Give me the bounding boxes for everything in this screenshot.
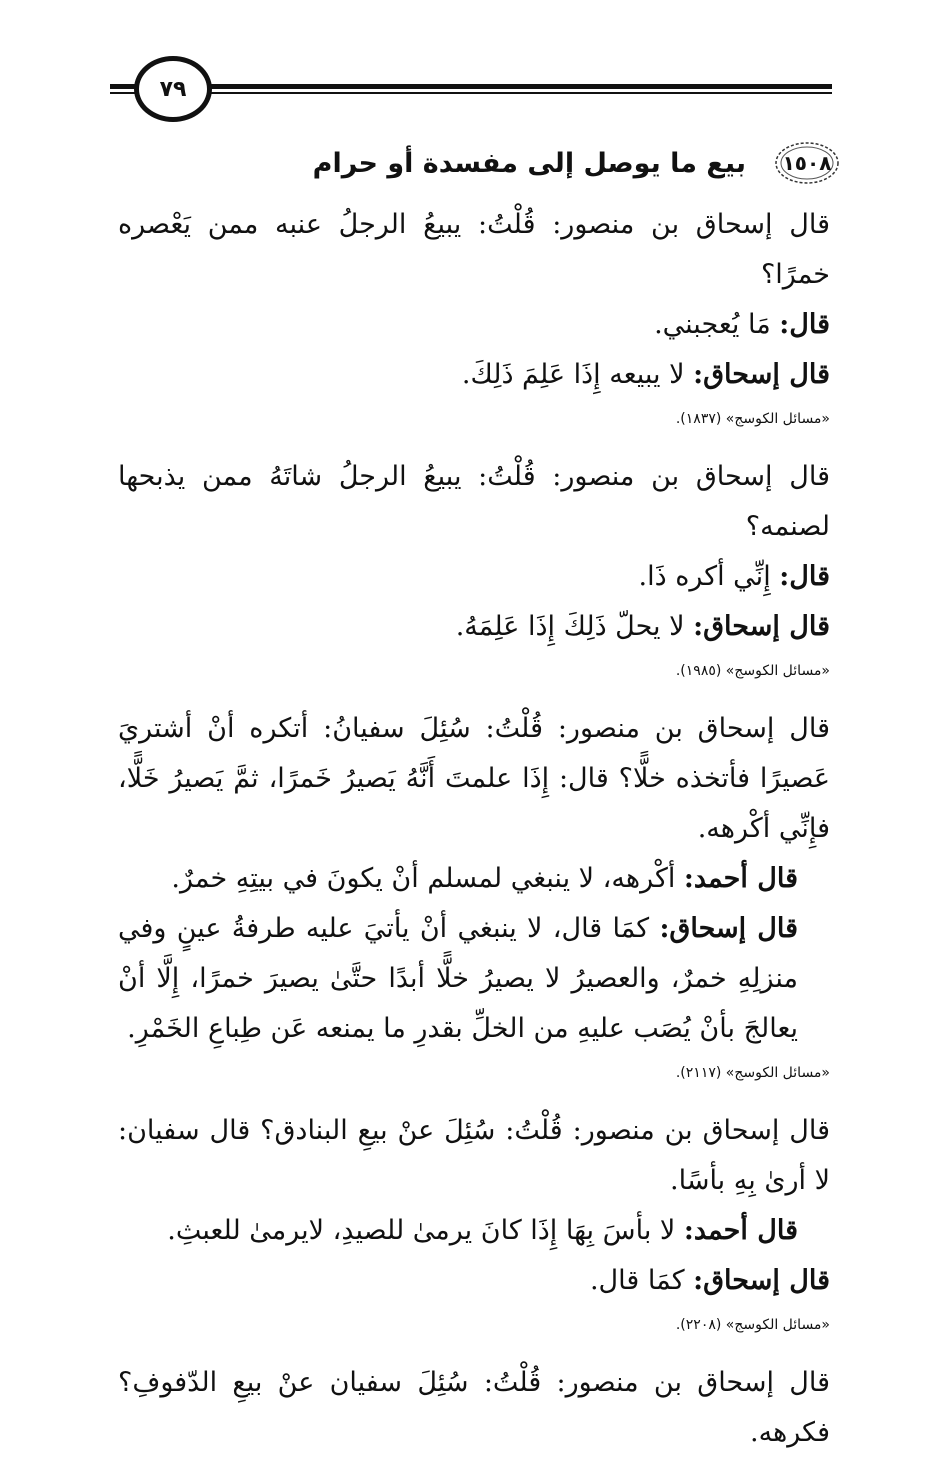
paragraph-text: لا يحلّ ذَلِكَ إِذَا عَلِمَهُ. — [455, 611, 694, 642]
speaker-label: قال: — [779, 561, 830, 592]
header-rule-thin-line — [110, 92, 832, 94]
paragraph-text: مَا يُعجبني. — [654, 309, 780, 340]
paragraph-text: إِنِّي أكره ذَا. — [638, 561, 780, 592]
paragraph-text: لا يبيعه إِذَا عَلِمَ ذَلِكَ. — [461, 359, 694, 390]
text-paragraph — [118, 602, 830, 652]
section-number-badge — [774, 140, 840, 186]
text-paragraph — [118, 200, 830, 300]
text-paragraph — [118, 904, 830, 1054]
paragraph-text: أكْرهه، لا ينبغي لمسلم أنْ يكونَ في بيتِهِ خمرٌ. — [171, 863, 684, 894]
page-number-badge — [134, 56, 212, 122]
paragraph-text: قال إسحاق بن منصور: قُلْتُ: سُئِلَ عنْ بيعِ البنادق؟ قال سفيان: لا أرىٰ بِهِ بأسًا. — [118, 1115, 830, 1196]
section-heading — [313, 140, 840, 186]
speaker-label: قال إسحاق: — [693, 1265, 830, 1296]
text-paragraph — [118, 300, 830, 350]
paragraph-text: قال إسحاق بن منصور: قُلْتُ: يبيعُ الرجلُ شاتَهُ ممن يذبحها لصنمه؟ — [118, 461, 830, 542]
speaker-label: قال: — [779, 309, 830, 340]
text-paragraph — [118, 452, 830, 552]
speaker-label: قال أحمد: — [683, 863, 798, 894]
speaker-label: قال أحمد: — [683, 1215, 798, 1246]
text-paragraph — [118, 552, 830, 602]
text-paragraph — [118, 704, 830, 854]
source-citation: «مسائل الكوسج» (٢٢٠٨). — [675, 1317, 830, 1333]
paragraph-text: كمَا قال. — [589, 1265, 694, 1296]
paragraph-text: قال إسحاق بن منصور: قُلْتُ: سُئِلَ سفيانُ: أتكره أنْ أشتريَ عَصيرًا فأتخذه خلًّا؟ قال: إِذَا علمتَ أَنَّهُ يَصيرُ خَمرًا، ثمَّ يَصيرُ خَلًّا، فإِنِّي أكْرهه. — [118, 713, 830, 844]
paragraph-text: قال إسحاق بن منصور: قُلْتُ: سُئِلَ سفيان عنْ بيعِ الدّفوفِ؟ فكرهه. — [118, 1367, 830, 1448]
source-citation: «مسائل الكوسج» (٢١١٧). — [675, 1065, 830, 1081]
speaker-label: قال إسحاق: — [693, 359, 830, 390]
speaker-label: قال إسحاق: — [659, 913, 798, 944]
page-number: ٧٩ — [159, 76, 187, 102]
section-number: ١٥٠٨ — [782, 151, 832, 175]
header-rule-thick-line — [110, 84, 832, 89]
paragraph-text: قال إسحاق بن منصور: قُلْتُ: يبيعُ الرجلُ عنبه ممن يَعْصره خمرًا؟ — [118, 209, 830, 290]
text-paragraph — [118, 1106, 830, 1206]
section-title: بيع ما يوصل إلى مفسدة أو حرام — [312, 147, 746, 179]
text-paragraph — [118, 854, 830, 904]
text-paragraph — [118, 1206, 830, 1256]
text-paragraph — [118, 1256, 830, 1306]
header-rule — [110, 80, 832, 96]
paragraph-text: لا بأسَ بِهَا إِذَا كانَ يرمىٰ للصيدِ، لايرمىٰ للعبثِ. — [167, 1215, 684, 1246]
text-paragraph — [118, 1358, 830, 1458]
source-citation: «مسائل الكوسج» (١٨٣٧). — [675, 411, 830, 427]
speaker-label: قال إسحاق: — [693, 611, 830, 642]
source-citation: «مسائل الكوسج» (١٩٨٥). — [675, 663, 830, 679]
paragraph-text: كمَا قال، لا ينبغي أنْ يأتيَ عليه طرفةُ عينٍ وفي منزلِهِ خمرٌ، والعصيرُ لا يصيرُ خلًّا أبدًا حتَّىٰ يصيرَ خمرًا، إِلَّا أنْ يعالجَ بأنْ يُصَب عليهِ من الخلِّ بقدرِ ما يمنعه عَن طِباعِ الخَمْرِ. — [118, 913, 798, 1044]
text-paragraph — [118, 350, 830, 400]
main-text — [118, 200, 830, 1458]
